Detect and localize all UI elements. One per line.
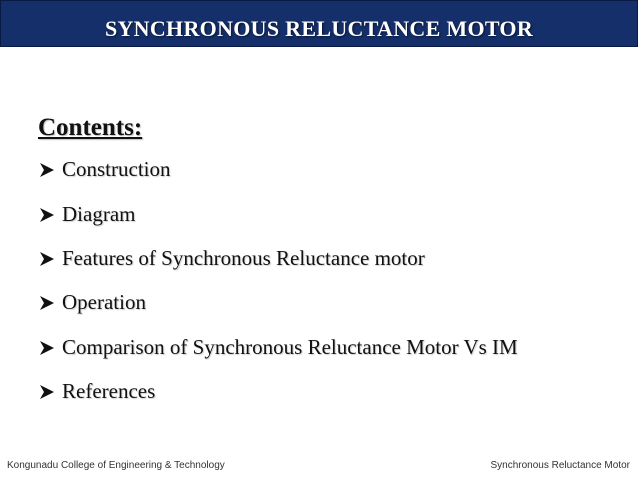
arrowhead-bullet-icon	[38, 206, 56, 224]
list-item-label: Diagram	[62, 202, 136, 226]
list-item-label: Operation	[62, 290, 146, 314]
list-item-comparison	[38, 335, 518, 360]
arrowhead-bullet-icon	[38, 339, 56, 357]
slide-title: SYNCHRONOUS RELUCTANCE MOTOR	[104, 15, 534, 41]
list-item-operation	[38, 290, 146, 315]
arrowhead-bullet-icon	[38, 161, 56, 179]
list-item-features	[38, 246, 425, 271]
footer-institution: Kongunadu College of Engineering & Technology	[7, 460, 225, 471]
list-item-references	[38, 379, 155, 404]
list-item-label: Features of Synchronous Reluctance motor	[62, 246, 425, 270]
footer-topic: Synchronous Reluctance Motor	[490, 460, 630, 471]
list-item-label: Comparison of Synchronous Reluctance Motor Vs IM	[62, 335, 518, 359]
slide-title-bar	[0, 0, 638, 47]
list-item-construction	[38, 157, 171, 182]
list-item-label: Construction	[62, 157, 171, 181]
arrowhead-bullet-icon	[38, 294, 56, 312]
list-item-label: References	[62, 379, 156, 403]
arrowhead-bullet-icon	[38, 250, 56, 268]
list-item-diagram	[38, 202, 135, 227]
contents-heading: Contents:	[38, 114, 143, 141]
arrowhead-bullet-icon	[38, 383, 56, 401]
